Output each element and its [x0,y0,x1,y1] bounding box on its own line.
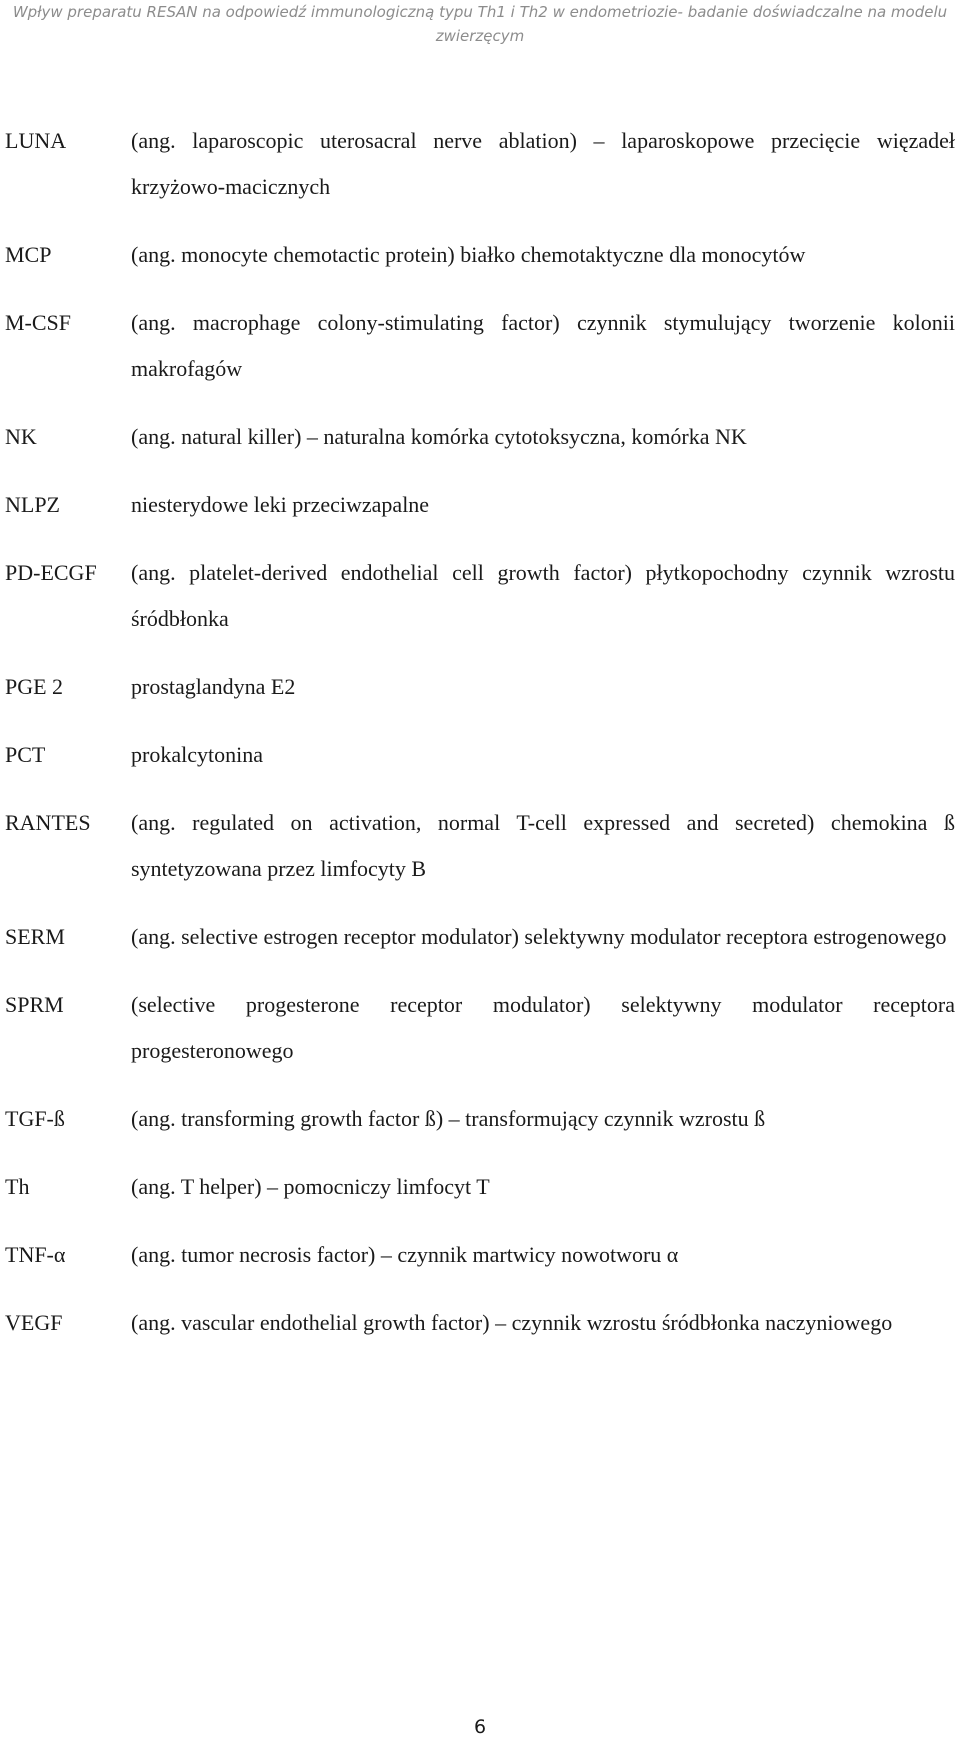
running-header [0,0,960,48]
abbreviation-term: PGE 2 [5,674,64,699]
abbreviation-definition: (selective progesterone receptor modulator) selektywny modulator receptora progesteronowego [131,992,955,1063]
abbreviation-term: PD-ECGF [5,560,97,585]
page-number: 6 [473,1716,487,1738]
abbreviation-entry-pd-ecgf [5,550,955,642]
abbreviation-definition: (ang. macrophage colony-stimulating factor) czynnik stymulujący tworzenie kolonii makrofagów [131,310,955,381]
abbreviation-definition: (ang. regulated on activation, normal T-cell expressed and secreted) chemokina ß syntetyzowana przez limfocyty B [131,810,955,881]
abbreviation-entry-rantes [5,800,955,892]
abbreviation-entry-sprm [5,982,955,1074]
abbreviation-entry-vegf [5,1300,955,1346]
abbreviation-entry-tgf-beta [5,1096,955,1142]
header-line-1: Wpływ preparatu RESAN na odpowiedź immunologiczną typu Th1 i Th2 w endometriozie- badanie doświadczalne na modelu [12,3,948,21]
abbreviation-definition: (ang. platelet-derived endothelial cell growth factor) płytkopochodny czynnik wzrostu śródbłonka [131,560,955,631]
abbreviation-list [5,118,955,1368]
abbreviation-definition: prostaglandyna E2 [131,674,296,699]
abbreviation-term: NK [5,424,37,449]
abbreviation-definition: (ang. vascular endothelial growth factor) – czynnik wzrostu śródbłonka naczyniowego [131,1310,893,1335]
abbreviation-term: NLPZ [5,492,60,517]
abbreviation-entry-pge2 [5,664,955,710]
abbreviation-entry-pct [5,732,955,778]
abbreviation-term: RANTES [5,810,91,835]
abbreviation-entry-th [5,1164,955,1210]
abbreviation-entry-luna [5,118,955,210]
abbreviation-term: SPRM [5,992,64,1017]
abbreviation-term: VEGF [5,1310,63,1335]
abbreviation-term: MCP [5,242,52,267]
abbreviation-definition: (ang. tumor necrosis factor) – czynnik martwicy nowotworu α [131,1242,679,1267]
abbreviation-entry-tnf-alpha [5,1232,955,1278]
abbreviation-term: LUNA [5,128,67,153]
abbreviation-entry-mcp [5,232,955,278]
abbreviation-definition: (ang. T helper) – pomocniczy limfocyt T [131,1174,490,1199]
abbreviation-definition: (ang. laparoscopic uterosacral nerve ablation) – laparoskopowe przecięcie więzadeł krzyżowo-macicznych [131,128,955,199]
abbreviation-term: TGF-ß [5,1106,65,1131]
abbreviation-term: SERM [5,924,65,949]
abbreviation-definition: (ang. transforming growth factor ß) – transformujący czynnik wzrostu ß [131,1106,766,1131]
abbreviation-definition: (ang. monocyte chemotactic protein) białko chemotaktyczne dla monocytów [131,242,806,267]
abbreviation-definition: niesterydowe leki przeciwzapalne [131,492,430,517]
abbreviation-entry-nlpz [5,482,955,528]
abbreviation-term: PCT [5,742,46,767]
abbreviation-definition: (ang. natural killer) – naturalna komórka cytotoksyczna, komórka NK [131,424,747,449]
abbreviation-definition: prokalcytonina [131,742,263,767]
abbreviation-entry-serm [5,914,955,960]
abbreviation-term: Th [5,1174,30,1199]
abbreviation-entry-nk [5,414,955,460]
abbreviation-term: TNF-α [5,1242,66,1267]
abbreviation-entry-m-csf [5,300,955,392]
abbreviation-term: M-CSF [5,310,72,335]
abbreviation-definition: (ang. selective estrogen receptor modulator) selektywny modulator receptora estrogenowego [131,924,947,949]
header-line-2: zwierzęcym [435,27,525,45]
